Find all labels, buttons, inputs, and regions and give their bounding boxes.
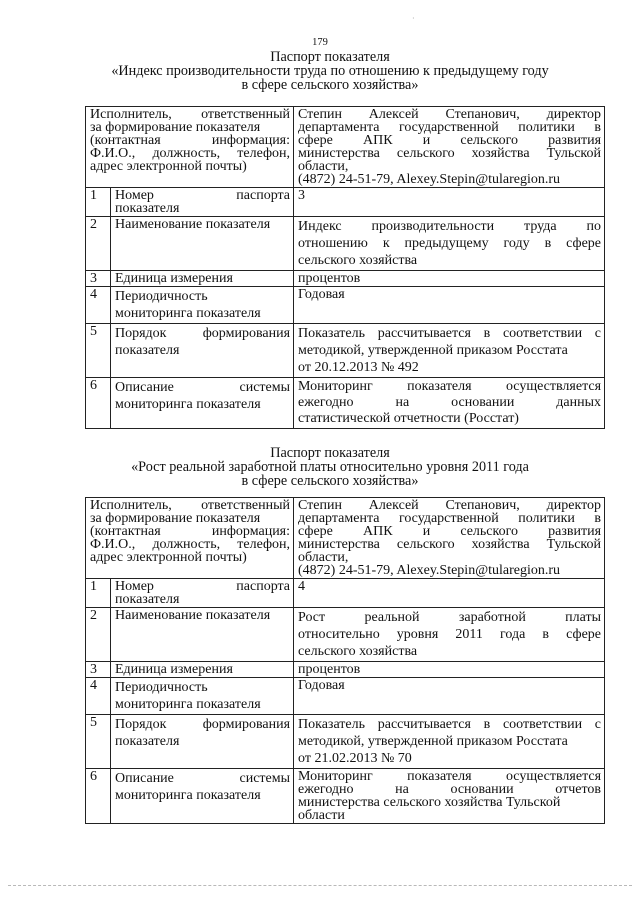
- row-label-line: показателя: [115, 734, 180, 749]
- executor-label-line: Исполнитель, ответственный: [90, 498, 291, 513]
- executor-label-line: (контактная информация:: [90, 133, 291, 148]
- row-number: 6: [86, 378, 111, 429]
- row-value: [294, 608, 605, 662]
- executor-label-line: Ф.И.О., должность, телефон,: [90, 537, 291, 552]
- row-label-line: Единица измерения: [115, 662, 233, 677]
- executor-value-line: департамента государственной политики в: [298, 120, 602, 135]
- row-label-line: Периодичность: [115, 289, 208, 304]
- row-value: [294, 579, 605, 608]
- table-row: [86, 378, 605, 429]
- row-label: [111, 678, 294, 715]
- row-label-line: показателя: [115, 343, 180, 358]
- executor-row: [86, 498, 605, 579]
- row-number: 6: [86, 769, 111, 824]
- table-row: [86, 217, 605, 271]
- page-number: 179: [312, 37, 328, 48]
- executor-value-line: департамента государственной политики в: [298, 511, 602, 526]
- executor-label-cell: [86, 498, 294, 579]
- row-value-line: от 20.12.2013 № 492: [298, 360, 419, 375]
- passport-title-line: в сфере сельского хозяйства»: [241, 473, 419, 489]
- passport-title-2: [80, 446, 580, 488]
- table-row: [86, 324, 605, 378]
- passport-title-line: в сфере сельского хозяйства»: [241, 77, 419, 93]
- row-label-line: мониторинга показателя: [115, 788, 261, 803]
- row-label: [111, 378, 294, 429]
- executor-value-line: министерства сельского хозяйства Тульской: [298, 146, 602, 161]
- passport-title-line: «Рост реальной заработной платы относительно уровня 2011 года: [131, 459, 529, 475]
- row-number: 5: [86, 715, 111, 769]
- row-label-line: мониторинга показателя: [115, 697, 261, 712]
- table-row: [86, 662, 605, 678]
- passport-title-line: Паспорт показателя: [270, 49, 390, 65]
- executor-value-line: области,: [298, 159, 349, 174]
- row-label-line: мониторинга показателя: [115, 397, 261, 412]
- row-label: [111, 579, 294, 608]
- row-value: [294, 188, 605, 217]
- row-number: 4: [86, 678, 111, 715]
- executor-value-cell: [294, 498, 605, 579]
- row-label-line: показателя: [115, 201, 180, 216]
- row-value: [294, 287, 605, 324]
- row-value: [294, 715, 605, 769]
- row-value-line: методикой, утвержденной приказом Росстата: [298, 734, 568, 749]
- row-value-line: Годовая: [298, 287, 345, 302]
- row-label: [111, 287, 294, 324]
- row-value: [294, 271, 605, 287]
- row-value-line: методикой, утвержденной приказом Росстата: [298, 343, 568, 358]
- executor-label-line: Ф.И.О., должность, телефон,: [90, 146, 291, 161]
- executor-value-line: министерства сельского хозяйства Тульской: [298, 537, 602, 552]
- row-value-line: Показатель рассчитывается в соответствии с: [298, 717, 602, 732]
- table-row: [86, 769, 605, 824]
- row-label: [111, 608, 294, 662]
- table-row: [86, 579, 605, 608]
- table-row: [86, 188, 605, 217]
- row-value-line: сельского хозяйства: [298, 644, 418, 659]
- row-label-line: мониторинга показателя: [115, 306, 261, 321]
- passport-table-1: [85, 106, 605, 429]
- row-value-line: сельского хозяйства: [298, 253, 418, 268]
- row-value-line: министерства сельского хозяйства Тульской: [298, 795, 561, 810]
- executor-label-line: (контактная информация:: [90, 524, 291, 539]
- row-label-line: Наименование показателя: [115, 217, 271, 232]
- row-label-line: Наименование показателя: [115, 608, 271, 623]
- row-label: [111, 188, 294, 217]
- row-value-line: Годовая: [298, 678, 345, 693]
- row-label: [111, 324, 294, 378]
- row-number: 3: [86, 271, 111, 287]
- executor-value-cell: [294, 107, 605, 188]
- executor-label-line: адрес электронной почты): [90, 159, 247, 174]
- table-row: [86, 678, 605, 715]
- passport-table-2: [85, 497, 605, 824]
- row-value: [294, 662, 605, 678]
- row-label: [111, 271, 294, 287]
- executor-value-line: области,: [298, 550, 349, 565]
- executor-value-line: Степин Алексей Степанович, директор: [298, 498, 602, 513]
- row-label: [111, 217, 294, 271]
- row-label-line: Номер паспорта: [115, 188, 291, 203]
- row-value: [294, 217, 605, 271]
- executor-label-line: за формирование показателя: [90, 120, 261, 135]
- executor-value-line: Степин Алексей Степанович, директор: [298, 107, 602, 122]
- row-value-line: ежегодно на основании данных: [298, 395, 602, 410]
- row-label-line: Порядок формирования: [115, 326, 291, 341]
- table-row: [86, 287, 605, 324]
- row-value: [294, 324, 605, 378]
- row-value-line: Мониторинг показателя осуществляется: [298, 769, 602, 784]
- row-value-line: ежегодно на основании отчетов: [298, 782, 602, 797]
- executor-row: [86, 107, 605, 188]
- row-value-line: статистической отчетности (Росстат): [298, 411, 519, 426]
- row-number: 2: [86, 608, 111, 662]
- executor-contacts: (4872) 24-51-79, Alexey.Stepin@tularegion.ru: [298, 563, 561, 578]
- table-row: [86, 271, 605, 287]
- row-value-line: Индекс производительности труда по: [298, 219, 602, 234]
- row-number: 2: [86, 217, 111, 271]
- row-value-line: Показатель рассчитывается в соответствии с: [298, 326, 602, 341]
- row-label-line: Периодичность: [115, 680, 208, 695]
- row-number: 1: [86, 579, 111, 608]
- scan-speck: ·: [412, 14, 415, 23]
- passport-title-1: [80, 50, 580, 92]
- passport-title-line: «Индекс производительности труда по отношению к предыдущему году: [111, 63, 549, 79]
- row-label: [111, 715, 294, 769]
- row-value-line: относительно уровня 2011 года в сфере: [298, 627, 602, 642]
- row-value-line: отношению к предыдущему году в сфере: [298, 236, 602, 251]
- row-value: [294, 769, 605, 824]
- row-value-line: 4: [298, 579, 306, 594]
- row-label-line: Единица измерения: [115, 271, 233, 286]
- row-value-line: 3: [298, 188, 306, 203]
- row-label-line: показателя: [115, 592, 180, 607]
- row-value: [294, 378, 605, 429]
- row-value-line: процентов: [298, 662, 361, 677]
- row-value-line: области: [298, 808, 345, 823]
- executor-label-line: за формирование показателя: [90, 511, 261, 526]
- row-value-line: Мониторинг показателя осуществляется: [298, 379, 602, 394]
- executor-label-cell: [86, 107, 294, 188]
- row-label-line: Номер паспорта: [115, 579, 291, 594]
- executor-value-line: сфере АПК и сельского развития: [298, 524, 602, 539]
- row-value-line: Рост реальной заработной платы: [298, 610, 602, 625]
- row-label-line: Описание системы: [115, 771, 291, 786]
- passport-title-line: Паспорт показателя: [270, 445, 390, 461]
- row-label: [111, 662, 294, 678]
- row-number: 5: [86, 324, 111, 378]
- row-value-line: процентов: [298, 271, 361, 286]
- executor-label-line: Исполнитель, ответственный: [90, 107, 291, 122]
- row-value-line: от 21.02.2013 № 70: [298, 751, 412, 766]
- row-label-line: Описание системы: [115, 380, 291, 395]
- row-number: 4: [86, 287, 111, 324]
- executor-contacts: (4872) 24-51-79, Alexey.Stepin@tularegion.ru: [298, 172, 561, 187]
- page-bottom-divider: [8, 885, 632, 886]
- row-number: 1: [86, 188, 111, 217]
- row-value: [294, 678, 605, 715]
- table-row: [86, 608, 605, 662]
- executor-label-line: адрес электронной почты): [90, 550, 247, 565]
- executor-value-line: сфере АПК и сельского развития: [298, 133, 602, 148]
- row-label-line: Порядок формирования: [115, 717, 291, 732]
- row-number: 3: [86, 662, 111, 678]
- row-label: [111, 769, 294, 824]
- table-row: [86, 715, 605, 769]
